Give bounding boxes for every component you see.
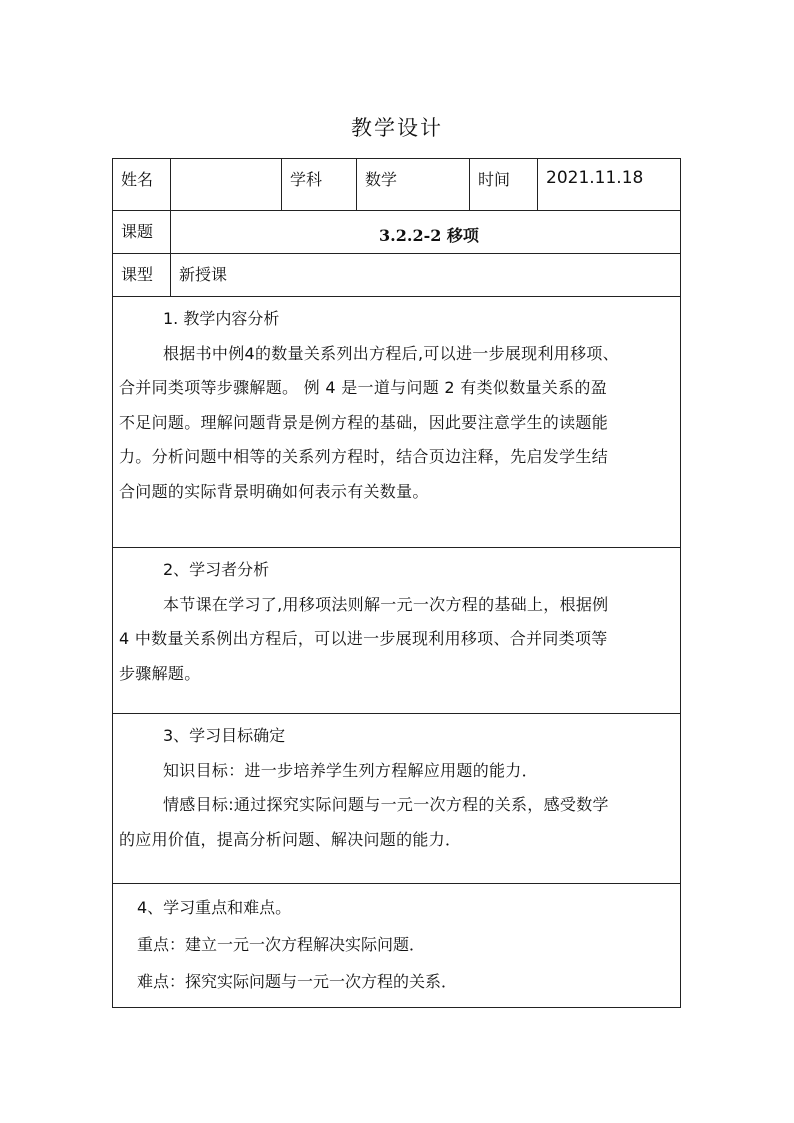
lesson-plan-table (112, 158, 681, 1008)
learning-goals-section (113, 714, 680, 884)
paragraph-line: 合并同类项等步骤解题。 例 4 是一道与问题 2 有类似数量关系的盈 (119, 378, 607, 397)
paragraph-line: 力。分析问题中相等的关系列方程时，结合页边注释，先启发学生结 (119, 447, 609, 466)
lesson-type-value: 新授课 (179, 265, 228, 284)
paragraph-line: 知识目标：进一步培养学生列方程解应用题的能力． (163, 760, 538, 780)
paragraph-line: 重点：建立一元一次方程解决实际问题． (137, 935, 426, 954)
paragraph-line: 难点：探究实际问题与一元一次方程的关系． (137, 972, 458, 991)
time-label: 时间 (470, 159, 538, 210)
paragraph-line: 情感目标:通过探究实际问题与一元一次方程的关系，感受数学 (163, 795, 609, 814)
paragraph-line: 步骤解题。 (119, 663, 201, 683)
key-points-section (113, 884, 680, 1007)
paragraph-line: 本节课在学习了,用移项法则解一元一次方程的基础上，根据例 (163, 594, 609, 614)
subject-label: 学科 (282, 159, 357, 210)
section-heading: 4、学习重点和难点。 (137, 898, 292, 917)
paragraph-line: 不足问题。理解问题背景是例方程的基础，因此要注意学生的读题能 (119, 412, 609, 432)
name-value (171, 159, 282, 210)
name-label: 姓名 (113, 159, 171, 210)
header-row (113, 159, 680, 211)
section-heading: 1. 教学内容分析 (163, 309, 280, 328)
page-title: 教学设计 (351, 116, 443, 140)
paragraph-line: 4 中数量关系例出方程后，可以进一步展现利用移项、合并同类项等 (119, 629, 608, 648)
paragraph-line: 的应用价值，提高分析问题、解决问题的能力． (119, 829, 462, 849)
content-analysis-section (113, 297, 680, 548)
section-heading: 3、学习目标确定 (163, 726, 286, 745)
topic-row (113, 211, 680, 254)
learner-analysis-section (113, 548, 680, 714)
section-heading: 2、学习者分析 (163, 560, 270, 579)
paragraph-line: 根据书中例4的数量关系列出方程后,可以进一步展现利用移项、 (163, 343, 619, 363)
lesson-type-row (113, 254, 680, 297)
paragraph-line: 合问题的实际背景明确如何表示有关数量。 (119, 481, 429, 501)
lesson-type-label: 课型 (113, 254, 171, 296)
topic-value: 3.2.2-2 移项 (379, 226, 479, 245)
subject-value: 数学 (357, 159, 470, 210)
time-value: 2021.11.18 (546, 168, 644, 188)
topic-label: 课题 (113, 211, 171, 253)
